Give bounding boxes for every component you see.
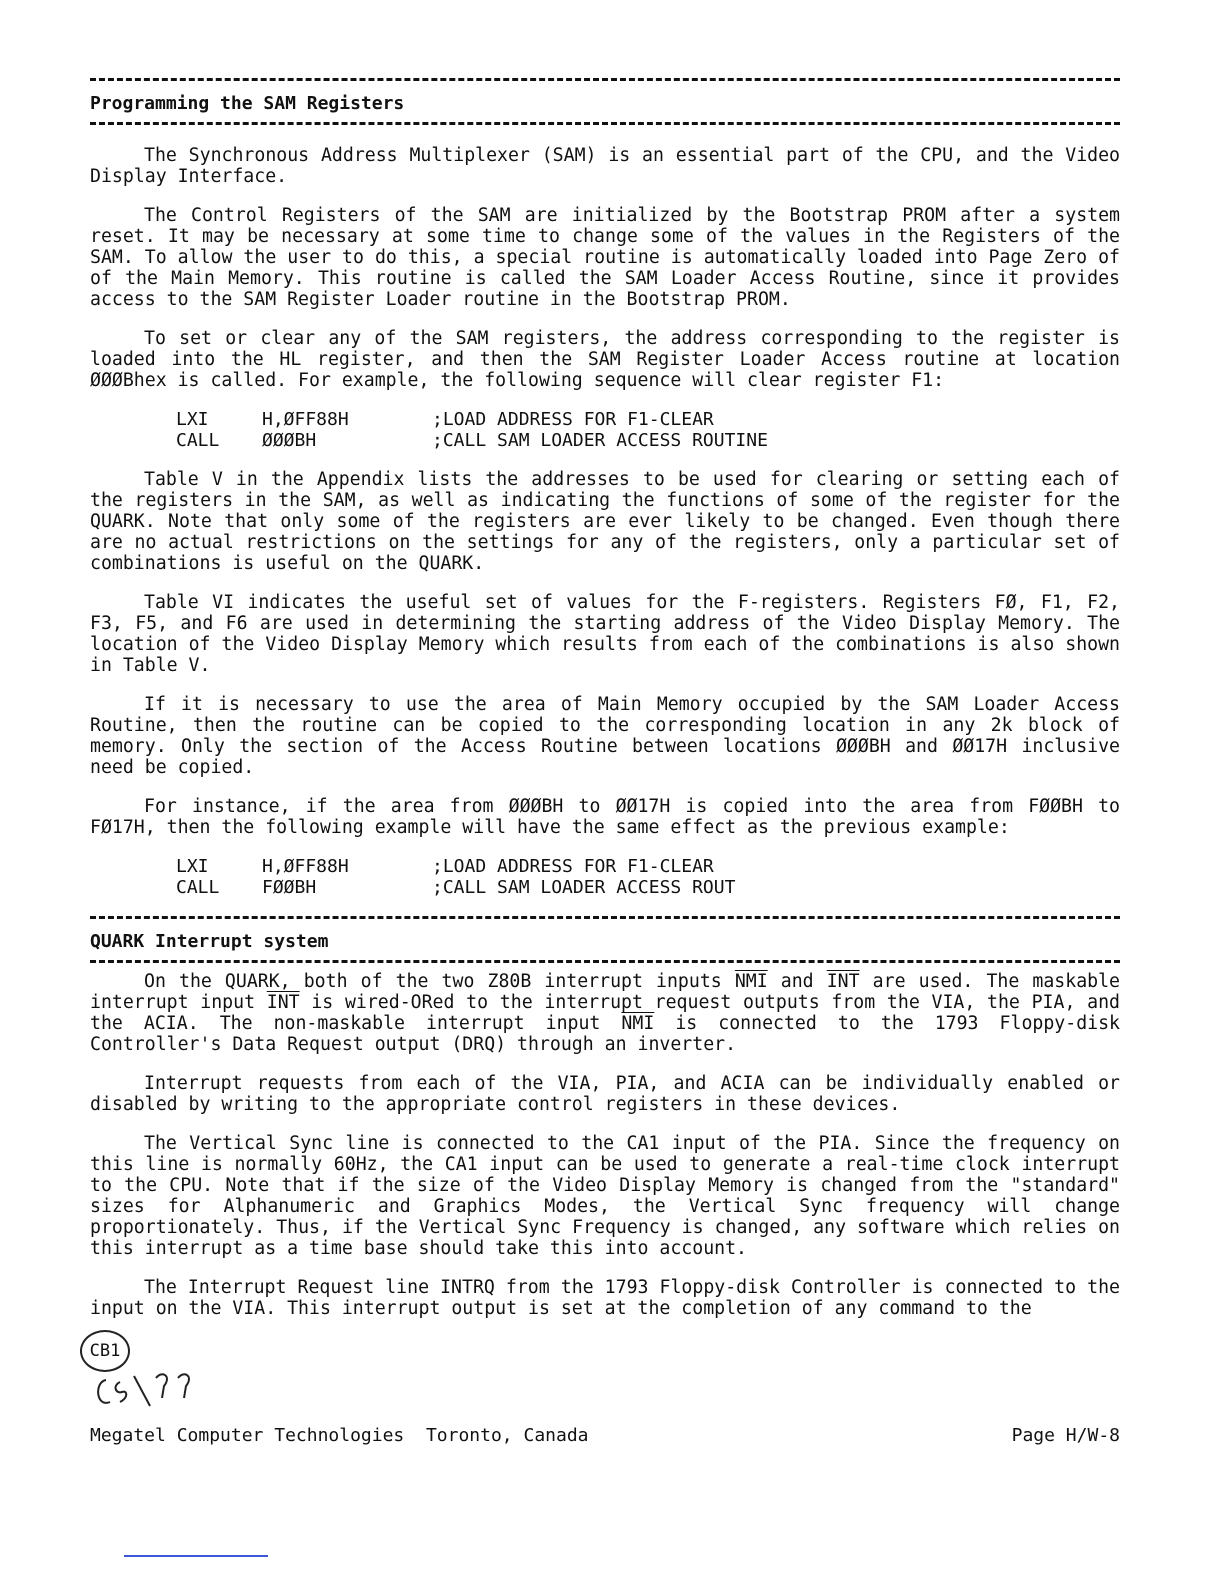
text-run: are used. The maskable interrupt input	[90, 971, 1121, 1013]
code-op: LXI	[176, 856, 209, 877]
section-title: QUARK Interrupt system	[90, 931, 329, 952]
handwritten-note	[92, 1368, 222, 1418]
code-line	[176, 856, 1120, 877]
text-run: is connected to the 1793 Floppy-disk Controller's Data Request output (DRQ) through an inverter.	[90, 1013, 1120, 1055]
code-arg: ØØØBH	[262, 430, 317, 451]
page-number: Page H/W-8	[1011, 1425, 1120, 1446]
code-op: CALL	[176, 877, 220, 898]
signal-name: $\overline{NMI}$	[621, 1013, 655, 1034]
paragraph: Table VI indicates the useful set of values for the F-registers. Registers FØ, F1, F2, F3, F5, and F6 are used in determining the starting address of the Video Display Memory. The location of the Video Display Memory which results from each of the combinations is also shown in Table V.	[90, 592, 1120, 676]
page-footer	[90, 1425, 1120, 1446]
code-comment: ;LOAD ADDRESS FOR F1-CLEAR	[432, 409, 714, 430]
code-comment: ;LOAD ADDRESS FOR F1-CLEAR	[432, 856, 714, 877]
divider	[90, 78, 1120, 81]
paragraph: If it is necessary to use the area of Main Memory occupied by the SAM Loader Access Routine, then the routine can be copied to the corresponding location in any 2k block of memory. Only the section of the Access Routine between locations ØØØBH and ØØ17H inclusive need be copied.	[90, 694, 1120, 778]
document-page	[90, 70, 1120, 1337]
code-arg: H,ØFF88H	[262, 856, 349, 877]
paragraph: Interrupt requests from each of the VIA, PIA, and ACIA can be individually enabled or disabled by writing to the appropriate control registers in these devices.	[90, 1073, 1120, 1115]
signal-name: $\overline{INT}$	[266, 992, 300, 1013]
code-line	[176, 877, 1120, 898]
bottom-rule	[124, 1555, 268, 1557]
divider	[90, 916, 1120, 919]
paragraph	[90, 971, 1120, 1055]
annotation-stamp: CB1	[80, 1330, 130, 1372]
code-arg: H,ØFF88H	[262, 409, 349, 430]
text-run: and	[767, 971, 827, 992]
paragraph: To set or clear any of the SAM registers, the address corresponding to the register is loaded into the HL register, and then the SAM Register Loader Access routine at location ØØØBhex is called. For example, the following sequence will clear register F1:	[90, 328, 1120, 391]
paragraph: Table V in the Appendix lists the addresses to be used for clearing or setting each of the registers in the SAM, as well as indicating the functions of some of the register for the QUARK. Note that only some of the registers are ever likely to be changed. Even though there are no actual restrictions on the settings for any of the registers, only a particular set of combinations is useful on the QUARK.	[90, 469, 1120, 574]
code-comment: ;CALL SAM LOADER ACCESS ROUT	[432, 877, 736, 898]
text-run: is wired-ORed to the interrupt request outputs from the VIA, the PIA, and the ACIA. The non-maskable interrupt input	[90, 992, 1120, 1034]
code-line	[176, 430, 1120, 451]
signal-name: $\overline{INT}$	[826, 971, 860, 992]
paragraph: The Vertical Sync line is connected to the CA1 input of the PIA. Since the frequency on this line is normally 60Hz, the CA1 input can be used to generate a real-time clock interrupt to the CPU. Note that if the size of the Video Display Memory is changed from the "standard" sizes for Alphanumeric and Graphics Modes, the Vertical Sync frequency will change proportionately. Thus, if the Vertical Sync Frequency is changed, any software which relies on this interrupt as a time base should take this into account.	[90, 1133, 1120, 1259]
code-block	[176, 409, 1120, 451]
paragraph: For instance, if the area from ØØØBH to ØØ17H is copied into the area from FØØBH to FØ17H, then the following example will have the same effect as the previous example:	[90, 796, 1120, 838]
footer-company: Megatel Computer Technologies Toronto, Canada	[90, 1425, 589, 1446]
code-comment: ;CALL SAM LOADER ACCESS ROUTINE	[432, 430, 768, 451]
text-run: On the QUARK, both of the two Z80B interrupt inputs	[144, 971, 735, 992]
code-arg: FØØBH	[262, 877, 317, 898]
signal-name: $\overline{NMI}$	[734, 971, 768, 992]
code-block	[176, 856, 1120, 898]
paragraph: The Synchronous Address Multiplexer (SAM) is an essential part of the CPU, and the Video Display Interface.	[90, 145, 1120, 187]
paragraph: The Interrupt Request line INTRQ from the 1793 Floppy-disk Controller is connected to the input on the VIA. This interrupt output is set at the completion of any command to the	[90, 1277, 1120, 1319]
code-op: CALL	[176, 430, 220, 451]
paragraph: The Control Registers of the SAM are initialized by the Bootstrap PROM after a system reset. It may be necessary at some time to change some of the values in the Registers of the SAM. To allow the user to do this, a special routine is automatically loaded into Page Zero of of the Main Memory. This routine is called the SAM Loader Access Routine, since it provides access to the SAM Register Loader routine in the Bootstrap PROM.	[90, 205, 1120, 310]
section-title: Programming the SAM Registers	[90, 93, 405, 114]
code-op: LXI	[176, 409, 209, 430]
code-line	[176, 409, 1120, 430]
